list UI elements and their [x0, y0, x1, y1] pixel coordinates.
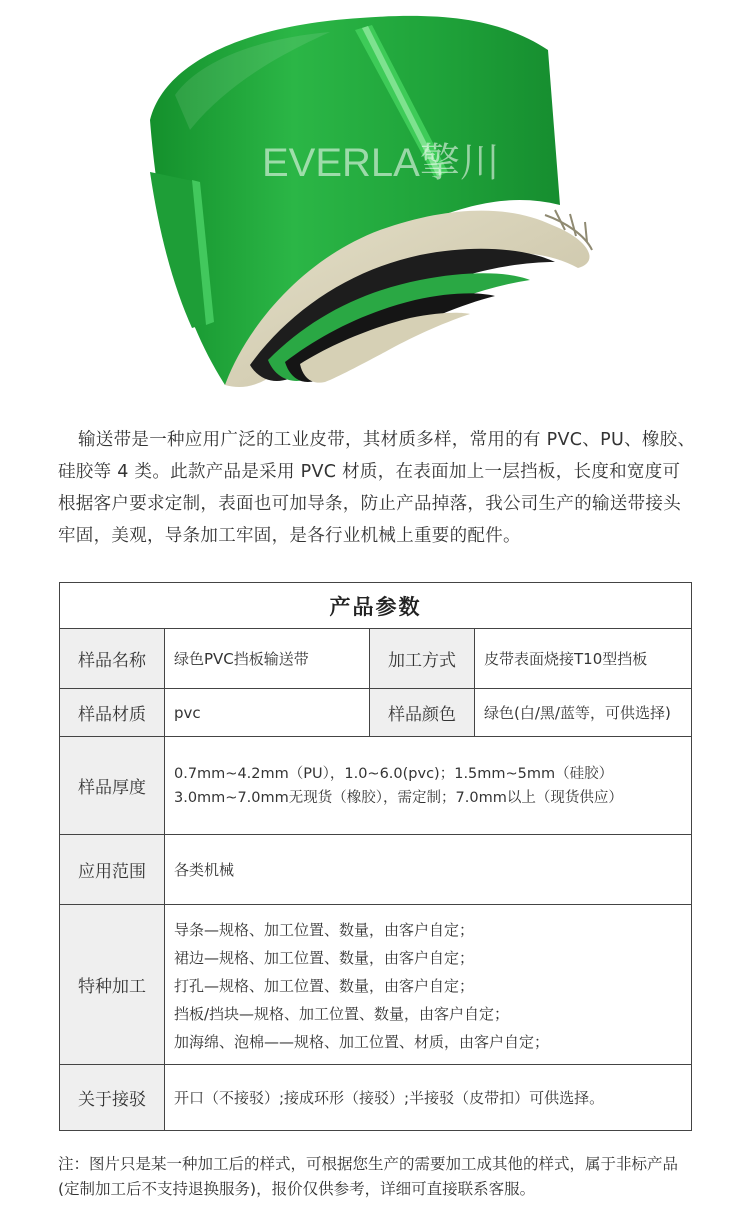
table-row	[60, 835, 692, 905]
table-row	[60, 689, 692, 737]
special-line: 导条—规格、加工位置、数量，由客户自定；	[174, 920, 475, 939]
table-row	[60, 629, 692, 689]
material-value: pvc	[165, 689, 370, 737]
special-line: 打孔—规格、加工位置、数量，由客户自定；	[174, 976, 475, 995]
special-value	[165, 905, 692, 1065]
special-line: 裙边—规格、加工位置、数量，由客户自定；	[174, 948, 475, 967]
thickness-value	[165, 737, 692, 835]
product-photo	[0, 0, 750, 405]
watermark-text: EVERLA擎川	[262, 141, 500, 185]
process-label: 加工方式	[370, 629, 475, 689]
special-label: 特种加工	[60, 905, 165, 1065]
thickness-label: 样品厚度	[60, 737, 165, 835]
conveyor-belt-illustration	[0, 0, 750, 405]
name-value: 绿色PVC挡板输送带	[165, 629, 370, 689]
process-value: 皮带表面烧接T10型挡板	[475, 629, 692, 689]
table-row	[60, 737, 692, 835]
special-line: 挡板/挡块—规格、加工位置、数量，由客户自定；	[174, 1004, 510, 1023]
name-label: 样品名称	[60, 629, 165, 689]
scope-label: 应用范围	[60, 835, 165, 905]
color-value: 绿色(白/黑/蓝等，可供选择)	[475, 689, 692, 737]
special-line: 加海绵、泡棉——规格、加工位置、材质，由客户自定；	[174, 1032, 550, 1051]
table-title-row	[60, 583, 692, 629]
note-text: 注：图片只是某一种加工后的样式，可根据您生产的需要加工成其他的样式，属于非标产品(定制加工后不支持退换服务)，报价仅供参考，详细可直接联系客服。	[58, 1155, 679, 1198]
material-label: 样品材质	[60, 689, 165, 737]
table-row	[60, 905, 692, 1065]
spec-table	[59, 582, 692, 1131]
intro-paragraph: 输送带是一种应用广泛的工业皮带，其材质多样，常用的有 PVC、PU、橡胶、硅胶等 4 类。此款产品是采用 PVC 材质，在表面加上一层挡板，长度和宽度可根据客户要求定制，表面也可加导条，防止产品掉落，我公司生产的输送带接头牢固，美观，导条加工牢固，是各行业机械上重要的配件。	[58, 430, 696, 546]
thickness-line: 0.7mm~4.2mm（PU），1.0~6.0(pvc)；1.5mm~5mm（硅胶）	[174, 765, 614, 782]
splice-label: 关于接驳	[60, 1065, 165, 1131]
splice-value: 开口（不接驳）;接成环形（接驳）;半接驳（皮带扣）可供选择。	[165, 1065, 692, 1131]
table-title: 产品参数	[60, 583, 692, 629]
thickness-line: 3.0mm~7.0mm无现货（橡胶），需定制；7.0mm以上（现货供应）	[174, 789, 623, 806]
scope-value: 各类机械	[165, 835, 692, 905]
color-label: 样品颜色	[370, 689, 475, 737]
table-row	[60, 1065, 692, 1131]
